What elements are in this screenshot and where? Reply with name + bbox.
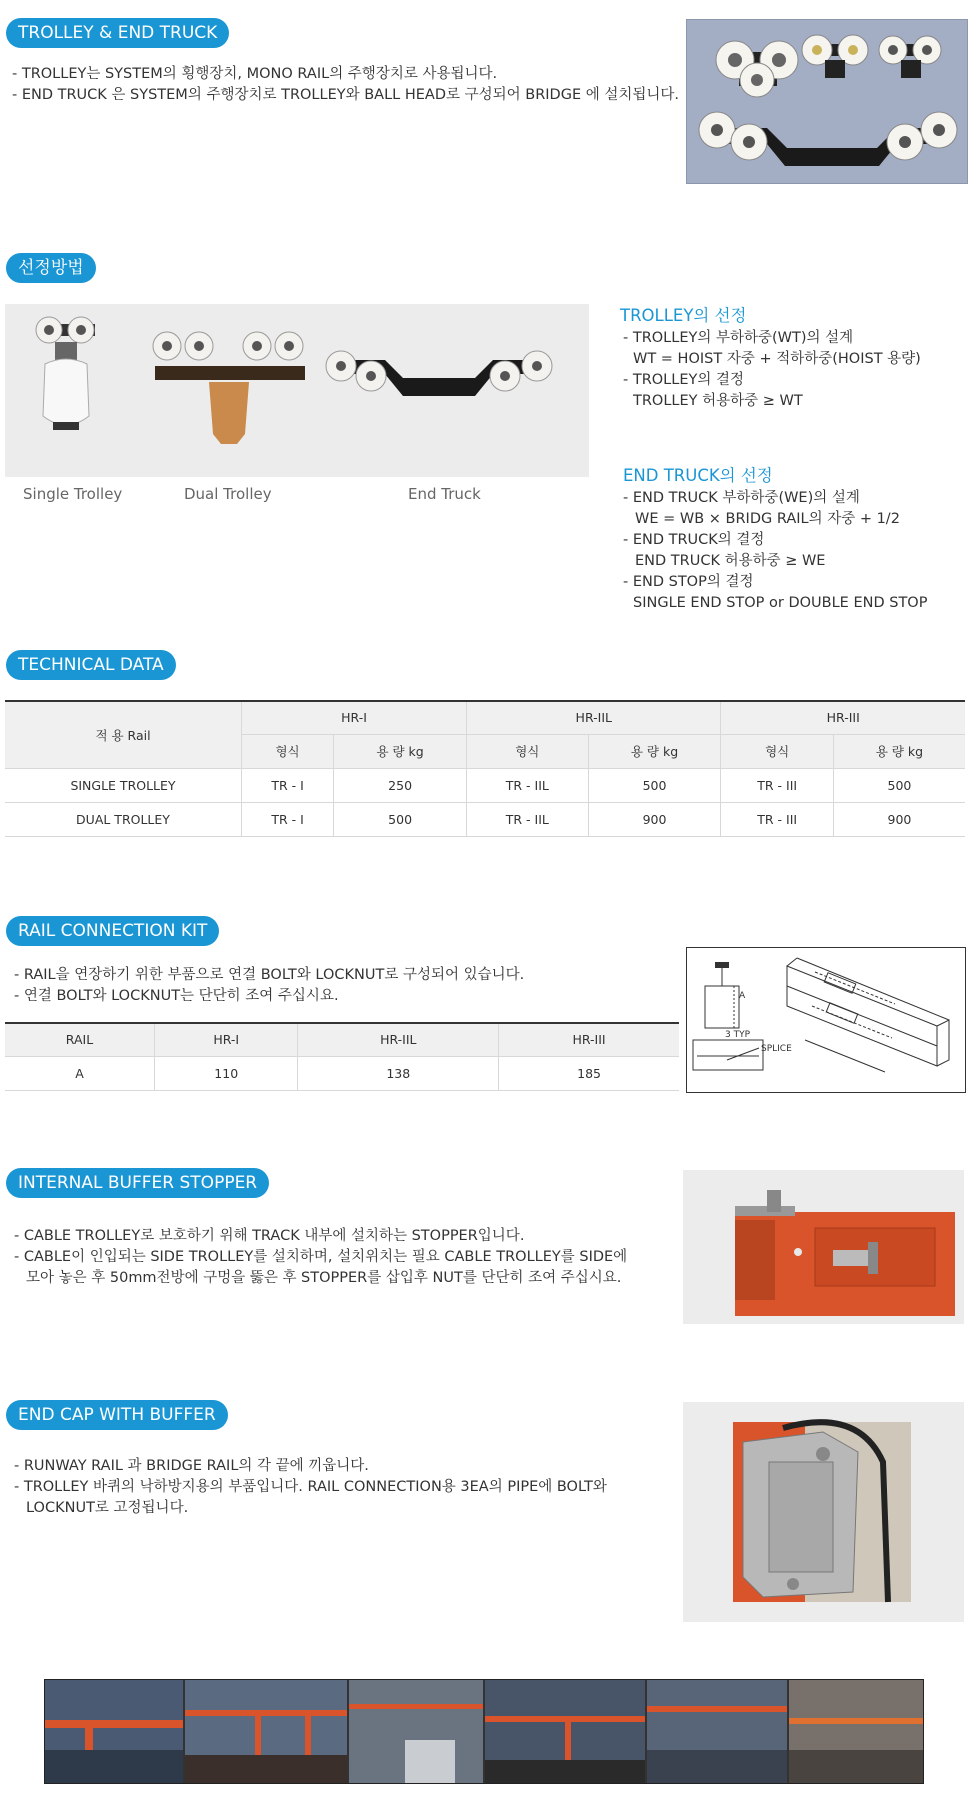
section-title-internal-buffer-stopper: INTERNAL BUFFER STOPPER <box>6 1168 269 1198</box>
endtruck-selection-heading: END TRUCK의 선정 <box>623 466 773 485</box>
table-row-label: DUAL TROLLEY <box>5 802 242 836</box>
table-sub-header: 형식 <box>467 734 588 768</box>
buffer-stopper-line-1: - CABLE TROLLEY로 보호하기 위해 TRACK 내부에 설치하는 STOPPER입니다. <box>14 1228 525 1244</box>
rail-table-cell: 110 <box>154 1056 298 1090</box>
table-row <box>5 1056 679 1090</box>
endtruck-selection-body <box>623 488 927 614</box>
caption-single-trolley: Single Trolley <box>23 485 123 503</box>
rail-connection-table <box>5 1022 679 1091</box>
buffer-stopper-line-2: - CABLE이 인입되는 SIDE TROLLEY를 설치하며, 설치위치는 필요 CABLE TROLLEY를 SIDE에 <box>14 1249 628 1265</box>
table-row <box>5 768 965 802</box>
table-cell: 500 <box>588 768 721 802</box>
table-cell: 900 <box>588 802 721 836</box>
trolley-selection-line-3: - TROLLEY의 결정 <box>623 372 744 388</box>
table-cell: TR - I <box>242 802 334 836</box>
table-cell: 250 <box>334 768 467 802</box>
section1-line-1: - TROLLEY는 SYSTEM의 횡행장치, MONO RAIL의 주행장치로 사용됩니다. <box>12 66 498 82</box>
rail-table-cell: 138 <box>298 1056 499 1090</box>
section-title-trolley-end-truck: TROLLEY & END TRUCK <box>6 18 229 48</box>
caption-dual-trolley: Dual Trolley <box>184 485 272 503</box>
section-title-end-cap-with-buffer: END CAP WITH BUFFER <box>6 1400 228 1430</box>
endtruck-selection-line-2: WE = WB × BRIDG RAIL의 자중 + 1/2 <box>635 511 900 527</box>
buffer-stopper-line-3: 모아 놓은 후 50mm전방에 구멍을 뚫은 후 STOPPER를 삽입후 NUT를 단단히 조여 주십시요. <box>26 1270 622 1286</box>
table-cell: TR - IIL <box>467 768 588 802</box>
rail-connection-line-2: - 연결 BOLT와 LOCKNUT는 단단히 조여 주십시요. <box>14 988 339 1004</box>
rail-table-header: HR-I <box>154 1023 298 1056</box>
diagram-label-a: A <box>739 991 746 1001</box>
trolley-selection-body <box>623 328 921 412</box>
table-cell: TR - I <box>242 768 334 802</box>
table-sub-header: 형식 <box>721 734 833 768</box>
section-title-selection-method: 선정방법 <box>6 253 96 283</box>
section-title-rail-connection-kit: RAIL CONNECTION KIT <box>6 916 219 946</box>
table-group-header: HR-I <box>242 701 467 734</box>
table-sub-header: 용 량 kg <box>588 734 721 768</box>
endtruck-selection-line-5: - END STOP의 결정 <box>623 574 754 590</box>
section1-description <box>12 64 679 106</box>
rail-table-cell: 185 <box>499 1056 679 1090</box>
buffer-stopper-description <box>14 1226 627 1289</box>
table-group-header: HR-III <box>721 701 965 734</box>
table-corner-header: 적 용 Rail <box>5 701 242 768</box>
trolley-product-photo <box>686 19 968 184</box>
end-cap-photo <box>683 1402 964 1622</box>
caption-end-truck: End Truck <box>408 485 481 503</box>
installation-photo-strip <box>44 1679 924 1784</box>
buffer-stopper-photo <box>683 1170 964 1324</box>
table-sub-header: 형식 <box>242 734 334 768</box>
table-cell: 500 <box>833 768 965 802</box>
endtruck-selection-line-1: - END TRUCK 부하하중(WE)의 설계 <box>623 490 860 506</box>
table-row-label: SINGLE TROLLEY <box>5 768 242 802</box>
table-row <box>5 802 965 836</box>
table-cell: TR - III <box>721 802 833 836</box>
table-cell: TR - IIL <box>467 802 588 836</box>
trolley-selection-line-2: WT = HOIST 자중 + 적하하중(HOIST 용량) <box>633 351 921 367</box>
rail-table-header: RAIL <box>5 1023 154 1056</box>
section-title-technical-data: TECHNICAL DATA <box>6 650 176 680</box>
trolley-selection-heading: TROLLEY의 선정 <box>620 306 747 325</box>
rail-splice-diagram <box>686 947 966 1093</box>
table-cell: 500 <box>334 802 467 836</box>
endtruck-selection-line-4: END TRUCK 허용하중 ≥ WE <box>635 553 826 569</box>
end-cap-description <box>14 1456 607 1519</box>
rail-connection-line-1: - RAIL을 연장하기 위한 부품으로 연결 BOLT와 LOCKNUT로 구성되어 있습니다. <box>14 967 525 983</box>
table-cell: 900 <box>833 802 965 836</box>
table-cell: TR - III <box>721 768 833 802</box>
endtruck-selection-line-3: - END TRUCK의 결정 <box>623 532 765 548</box>
table-sub-header: 용 량 kg <box>833 734 965 768</box>
trolley-selection-line-1: - TROLLEY의 부하하중(WT)의 설계 <box>623 330 854 346</box>
end-cap-line-2: - TROLLEY 바퀴의 낙하방지용의 부품입니다. RAIL CONNECTION용 3EA의 PIPE에 BOLT와 <box>14 1479 607 1495</box>
rail-table-cell: A <box>5 1056 154 1090</box>
end-cap-line-1: - RUNWAY RAIL 과 BRIDGE RAIL의 각 끝에 끼웁니다. <box>14 1458 369 1474</box>
section1-line-2: - END TRUCK 은 SYSTEM의 주행장치로 TROLLEY와 BALL HEAD로 구성되어 BRIDGE 에 설치됩니다. <box>12 87 679 103</box>
technical-data-table <box>5 700 965 837</box>
rail-connection-description <box>14 965 524 1007</box>
endtruck-selection-line-6: SINGLE END STOP or DOUBLE END STOP <box>633 595 928 611</box>
rail-table-header: HR-IIL <box>298 1023 499 1056</box>
trolley-selection-line-4: TROLLEY 허용하중 ≥ WT <box>633 393 803 409</box>
end-cap-line-3: LOCKNUT로 고정됩니다. <box>26 1500 189 1516</box>
trolley-types-photo <box>5 304 589 477</box>
table-sub-header: 용 량 kg <box>334 734 467 768</box>
rail-table-header: HR-III <box>499 1023 679 1056</box>
table-group-header: HR-IIL <box>467 701 721 734</box>
diagram-label-splice: SPLICE <box>761 1044 792 1054</box>
diagram-label-typ: 3 TYP <box>725 1030 751 1040</box>
